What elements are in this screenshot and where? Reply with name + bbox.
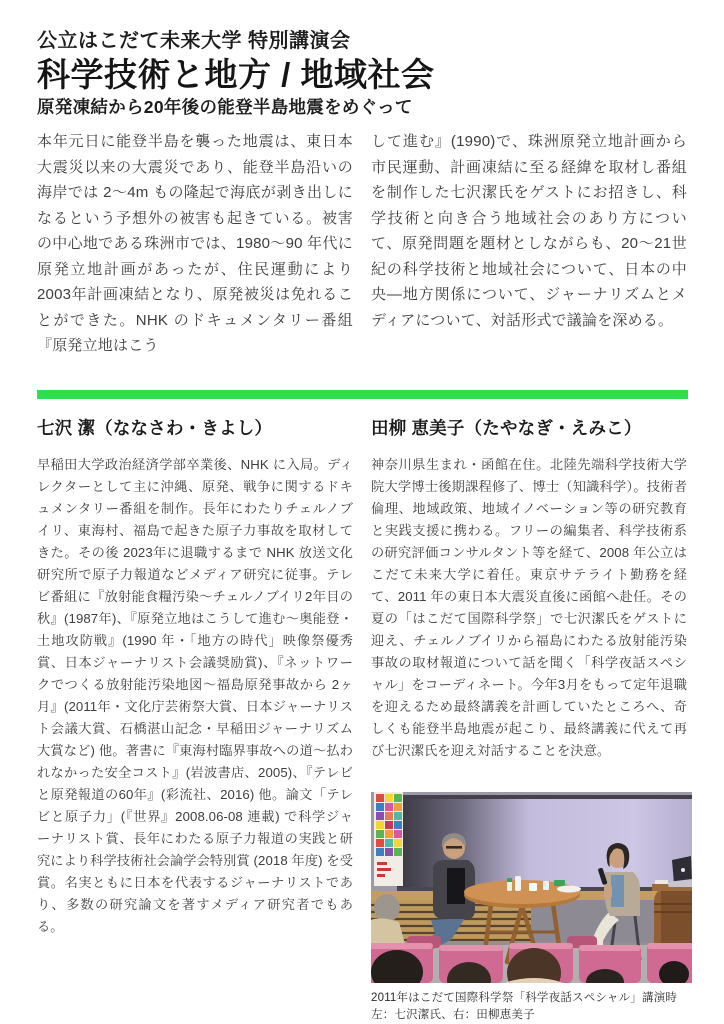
photo-caption-line1: 2011年はこだて国際科学祭「科学夜話スペシャル」講演時 — [371, 991, 678, 1004]
page-title: 科学技術と地方 / 地域社会 — [37, 56, 435, 93]
event-photo-illustration — [371, 792, 692, 983]
event-photo — [371, 792, 692, 1024]
intro-column-left: 本年元日に能登半島を襲った地震は、東日本大震災以来の大震災であり、能登半島沿いの海岸では 2〜4m もの隆起で海底が剥き出しになるという予想外の被害も起きている。被害の中心地である珠洲市では、1980〜90 年代に原発立地計画があったが、住民運動により 2003年計画凍結となり、原発被災は免れることができた。NHK のドキュメンタリー番組『原発立地はこう — [37, 133, 353, 354]
speaker-right — [371, 416, 687, 1024]
accent-divider — [37, 390, 688, 399]
intro-section — [37, 129, 688, 359]
photo-caption — [371, 990, 692, 1024]
speaker-left-bio: 早稲田大学政治経済学部卒業後、NHK に入局。ディレクターとして主に沖縄、原発、戦争に関するドキュメンタリー番組を制作。長年にわたりチェルノブイリ、東海村、福島で起きた原子力事故を取材してきた。その後 2023年に退職するまで NHK 放送文化研究所で原子力報道などメディア研究に従事。テレビ番組に『放射能食糧汚染〜チェルノブイリ2年目の秋』(1987年)、『原発立地はこうして進む〜奥能登・土地攻防戦』(1990 年・「地方の時代」映像祭優秀賞、日本ジャーナリスト会議奨励賞)、『ネットワークでつくる放射能汚染地図〜福島原発事故から 2ヶ月』(2011年・文化庁芸術祭大賞、日本ジャーナリスト会議大賞、石橋湛山記念・早稲田ジャーナリズム大賞など) 他。著書に『東海村臨界事故への道〜払われなかった安全コスト』(岩波書店、2005)、『テレビと原発報道の60年』(彩流社、2016) 他。論文「テレビと原子力」(『世界』2008.06-08 連載) で科学ジャーナリスト賞、長年にわたる原子力報道の実践と研究により科学技術社会論学会特別賞 (2018 年度) を受賞。名実ともに日本を代表するジャーナリストであり、多数の研究論文を著すメディア研究者でもある。 — [37, 456, 353, 934]
page-subtitle: 原発凍結から20年後の能登半島地震をめぐって — [37, 97, 413, 117]
speakers-section — [37, 416, 688, 1024]
photo-caption-line2: 左：七沢潔氏、右：田柳恵美子 — [371, 1008, 535, 1021]
intro-column-right: して進む』(1990)で、珠洲原発立地計画から市民運動、計画凍結に至る経緯を取材し番組を制作した七沢潔氏をゲストにお招きし、科学技術と向き合う地域社会のあり方について、原発問題を題材としながらも、20〜21世紀の科学技術と地域社会について、日本の中央―地方関係について、ジャーナリズムとメディアについて、対話形式で議論を深める。 — [371, 133, 687, 329]
header-kicker: 公立はこだて未来大学 特別講演会 — [37, 30, 351, 52]
speaker-left-name: 七沢 潔（ななさわ・きよし） — [37, 417, 273, 438]
speaker-right-bio: 神奈川県生まれ・函館在住。北陸先端科学技術大学院大学博士後期課程修了、博士（知識科学）。技術者倫理、地域政策、地域イノベーション等の研究教育と実践支援に携わる。フリーの編集者、科学技術系の研究評価コンサルタント等を経て、2008 年公立はこだて未来大学に着任。東京サテライト勤務を経て、2011 年の東日本大震災直後に函館へ赴任。その夏の「はこだて国際科学祭」で七沢潔氏をゲストに迎え、チェルノブイリから福島にわたる放射能汚染事故の取材報道について話を聞く「科学夜話スペシャル」をコーディネート。今年3月をもって定年退職を迎えるため最終講義を計画していたところへ、奇しくも能登半島地震が起こり、最終講義に代えて再び七沢潔氏を迎え対話することを決意。 — [371, 456, 687, 758]
speaker-left — [37, 416, 353, 1024]
speaker-right-name: 田柳 恵美子（たやなぎ・えみこ） — [371, 417, 642, 438]
